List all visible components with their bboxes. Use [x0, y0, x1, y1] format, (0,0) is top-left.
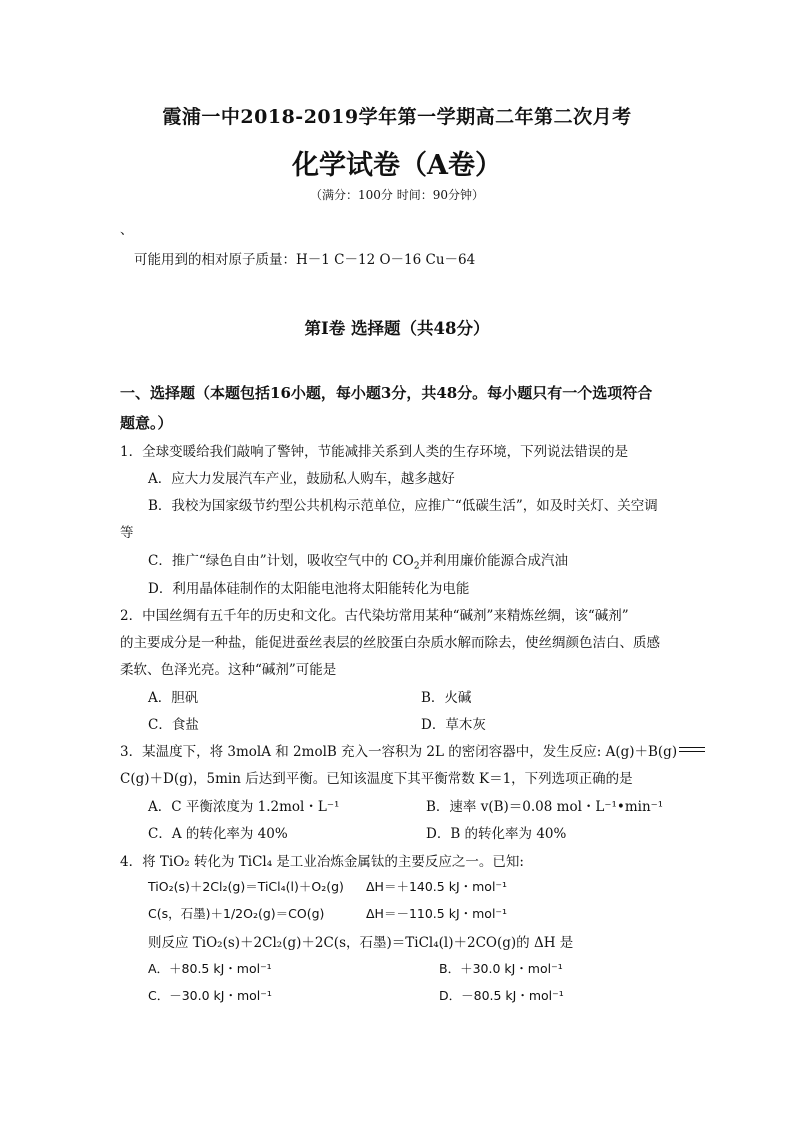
q4-stem: 4．将 TiO₂ 转化为 TiCl₄ 是工业冶炼金属钛的主要反应之一。已知: [120, 854, 524, 870]
q1-option-c-sub: 2 [413, 561, 420, 572]
q1-option-c-pre: C．推广“绿色自由”计划，吸收空气中的 CO [148, 553, 414, 569]
atomic-masses: 可能用到的相对原子质量：H－1 C－12 O－16 Cu－64 [134, 252, 476, 268]
q4-option-c: C．－30.0 kJ・mol⁻¹ [148, 988, 272, 1003]
section-instruction-line2: 题意。） [120, 414, 173, 432]
q4-option-a: A．＋80.5 kJ・mol⁻¹ [148, 961, 272, 976]
q1-option-d: D．利用晶体硅制作的太阳能电池将太阳能转化为电能 [148, 581, 470, 597]
q2-stem-line2: 的主要成分是一种盐，能促进蚕丝表层的丝胶蛋白杂质水解而除去，使丝绸颜色洁白、质感 [120, 635, 660, 651]
paper-title: 化学试卷（A卷） [292, 150, 502, 181]
exam-meta: （满分：100分 时间：90分钟） [310, 188, 484, 202]
q3-option-c: C．A 的转化率为 40% [148, 826, 288, 842]
q2-stem-line1: 2．中国丝绸有五千年的历史和文化。古代染坊常用某种“碱剂”来精炼丝绸，该“碱剂” [120, 608, 629, 624]
q4-equation-1: TiO₂(s)＋2Cl₂(g)＝TiCl₄(l)＋O₂(g) [148, 879, 344, 894]
school-title: 霞浦一中2018-2019学年第一学期高二年第二次月考 [162, 106, 632, 128]
section-title: 第Ⅰ卷 选择题（共48分） [304, 319, 490, 338]
q1-stem: 1．全球变暖给我们敲响了警钟，节能减排关系到人类的生存环境，下列说法错误的是 [120, 444, 629, 460]
q3-option-a: A．C 平衡浓度为 1.2mol・L⁻¹ [148, 799, 340, 815]
q1-option-b-line2: 等 [120, 525, 134, 541]
q4-option-b: B．＋30.0 kJ・mol⁻¹ [439, 961, 563, 976]
stray-mark: 、 [120, 223, 134, 238]
q1-option-a: A．应大力发展汽车产业，鼓励私人购车，越多越好 [148, 471, 455, 487]
q1-option-b-line1: B．我校为国家级节约型公共机构示范单位，应推广“低碳生活”，如及时关灯、关空调 [148, 498, 658, 514]
q3-option-b: B．速率 v(B)＝0.08 mol・L⁻¹•min⁻¹ [426, 799, 664, 815]
q2-option-c: C．食盐 [148, 717, 199, 733]
q4-option-d: D．－80.5 kJ・mol⁻¹ [439, 988, 564, 1003]
q1-option-c-post: 并利用廉价能源合成汽油 [419, 553, 569, 569]
q2-stem-line3: 柔软、色泽光亮。这种“碱剂”可能是 [120, 662, 337, 678]
q1-option-c [148, 549, 568, 572]
q2-option-d: D．草木灰 [421, 717, 486, 733]
q4-equation-2: C(s，石墨)＋1/2O₂(g)＝CO(g) [148, 906, 325, 921]
q3-option-d: D．B 的转化率为 40% [426, 826, 567, 842]
q2-option-a: A．胆矾 [148, 690, 199, 706]
q3-stem-line1-text: 3．某温度下，将 3molA 和 2molB 充入一容积为 2L 的密闭容器中，发生反应: A(g)＋B(g) [120, 744, 678, 760]
q4-question: 则反应 TiO₂(s)＋2Cl₂(g)＋2C(s，石墨)＝TiCl₄(l)＋2CO(g)的 ΔH 是 [148, 935, 574, 951]
q4-delta-h-1: ΔH＝＋140.5 kJ・mol⁻¹ [366, 879, 508, 894]
q2-option-b: B．火碱 [421, 690, 472, 706]
q3-stem-line2: C(g)＋D(g)，5min 后达到平衡。已知该温度下其平衡常数 K＝1，下列选项正确的是 [120, 771, 633, 787]
equilibrium-arrow-icon [679, 746, 705, 754]
q4-delta-h-2: ΔH＝－110.5 kJ・mol⁻¹ [366, 906, 508, 921]
section-instruction-line1: 一、选择题（本题包括16小题，每小题3分，共48分。每小题只有一个选项符合 [120, 384, 653, 402]
q3-stem-line1 [120, 740, 707, 760]
